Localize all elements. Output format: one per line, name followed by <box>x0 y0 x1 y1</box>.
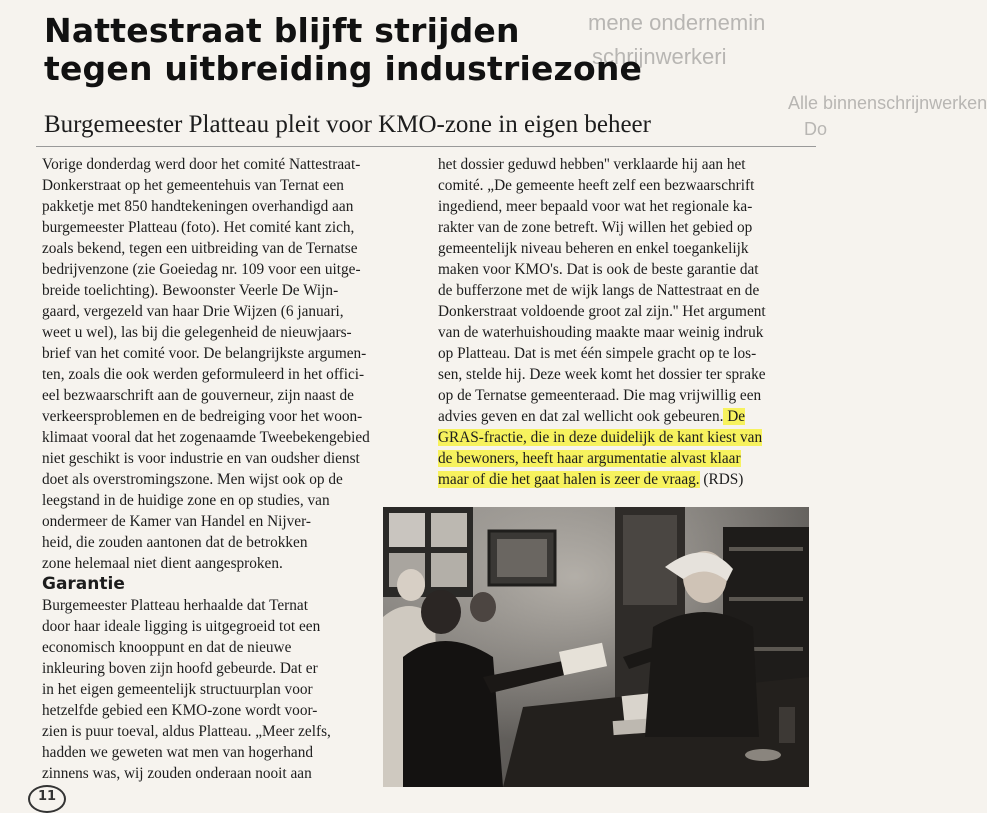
text-line: rakter van de zone betreft. Wij willen het gebied op <box>438 219 753 236</box>
text-line: hadden we geweten wat men van hogerhand <box>42 744 313 761</box>
article-headline <box>44 12 764 88</box>
left-column <box>42 154 392 784</box>
text-line: niet geschikt is voor industrie en van oudsher dienst <box>42 450 360 467</box>
text-line <box>438 406 818 427</box>
section-heading-garantie: Garantie <box>42 574 125 594</box>
text-fragment: advies geven en dat zal wellicht ook gebeuren. <box>438 408 724 425</box>
text-line: zone helemaal niet dient aangesproken. <box>42 555 283 572</box>
text-line: economisch knooppunt en dat de nieuwe <box>42 639 292 656</box>
text-line: heid, die zouden aantonen dat de betrokken <box>42 534 308 551</box>
text-line: inkleuring boven zijn hoofd gebeurde. Dat er <box>42 660 318 677</box>
text-line: maken voor KMO's. Dat is ook de beste garantie dat <box>438 261 759 278</box>
text-line: verkeersproblemen en de bedreiging voor het woon- <box>42 408 363 425</box>
highlighted-text: maar of die het gaat halen is zeer de vraag. <box>438 471 700 488</box>
text-line: pakketje met 850 handtekeningen overhandigd aan <box>42 198 354 215</box>
article-photo <box>383 507 809 787</box>
ghost-line: mene ondernemin <box>588 10 766 35</box>
text-line: bedrijvenzone (zie Goeiedag nr. 109 voor een uitge- <box>42 261 361 278</box>
ghost-line: Alle binnenschrijnwerken <box>788 93 987 113</box>
text-line: breide toelichting). Bewoonster Veerle De Wijn- <box>42 282 339 299</box>
text-line: brief van het comité voor. De belangrijkste argumen- <box>42 345 367 362</box>
text-line: sen, stelde hij. Deze week komt het dossier ter sprake <box>438 366 766 383</box>
ghost-line: schrijnwerkeri <box>592 44 727 69</box>
text-line: zien is puur toeval, aldus Platteau. „Meer zelfs, <box>42 723 331 740</box>
headline-line: tegen uitbreiding industriezone <box>44 49 643 88</box>
text-line: hetzelfde gebied een KMO-zone wordt voor- <box>42 702 318 719</box>
highlighted-text: de bewoners, heeft haar argumentatie alvast klaar <box>438 450 741 467</box>
ghost-line: Do <box>804 119 828 139</box>
text-line: Donkerstraat voldoende groot zal zijn.'' Het argument <box>438 303 766 320</box>
page-number: 11 <box>28 785 66 813</box>
text-line <box>438 427 818 448</box>
text-line: gemeentelijk niveau beheren en enkel toegankelijk <box>438 240 749 257</box>
headline-line: Nattestraat blijft strijden <box>44 11 520 50</box>
text-line: ten, zoals die ook werden geformuleerd in het offici- <box>42 366 365 383</box>
text-line: op Platteau. Dat is met één simpele gracht op te los- <box>438 345 757 362</box>
article-subheadline: Burgemeester Platteau pleit voor KMO-zone in eigen beheer <box>44 111 651 138</box>
photo-illustration <box>383 507 809 787</box>
text-line: eel bezwaarschrift aan de gouverneur, zijn naast de <box>42 387 354 404</box>
highlighted-text: De <box>723 408 746 425</box>
text-line: klimaat vooral dat het zogenaamde Tweebekengebied <box>42 429 370 446</box>
text-line <box>438 448 818 469</box>
text-line: zinnens was, wij zouden onderaan nooit aan <box>42 765 312 782</box>
text-line: Vorige donderdag werd door het comité Nattestraat- <box>42 156 361 173</box>
text-line: zoals bekend, tegen een uitbreiding van de Ternatse <box>42 240 358 257</box>
text-line: leegstand in de huidige zone en op studies, van <box>42 492 330 509</box>
text-line: de bufferzone met de wijk langs de Nattestraat en de <box>438 282 760 299</box>
text-line: in het eigen gemeentelijk structuurplan voor <box>42 681 313 698</box>
text-line: ondermeer de Kamer van Handel en Nijver- <box>42 513 311 530</box>
headline-divider <box>36 146 816 147</box>
text-line: op de Ternatse gemeenteraad. Die mag vrijwillig een <box>438 387 762 404</box>
text-line: Donkerstraat op het gemeentehuis van Ternat een <box>42 177 344 194</box>
right-column <box>438 154 818 490</box>
byline: (RDS) <box>699 471 744 488</box>
text-line: van de waterhuishouding maakte maar weinig indruk <box>438 324 764 341</box>
text-line: weet u wel), las bij die gelegenheid de nieuwjaars- <box>42 324 352 341</box>
text-line: burgemeester Platteau (foto). Het comité kant zich, <box>42 219 355 236</box>
text-line: Burgemeester Platteau herhaalde dat Ternat <box>42 597 308 614</box>
text-line: ingediend, meer bepaald voor wat het regionale ka- <box>438 198 753 215</box>
text-line: comité. „De gemeente heeft zelf een bezwaarschrift <box>438 177 755 194</box>
text-line: gaard, vergezeld van haar Drie Wijzen (6 januari, <box>42 303 344 320</box>
highlighted-text: GRAS-fractie, die in deze duidelijk de kant kiest van <box>438 429 763 446</box>
text-line: het dossier geduwd hebben'' verklaarde hij aan het <box>438 156 746 173</box>
text-line: doet als overstromingszone. Men wijst ook op de <box>42 471 343 488</box>
text-line <box>438 469 818 490</box>
text-line: door haar ideale ligging is uitgegroeid tot een <box>42 618 321 635</box>
